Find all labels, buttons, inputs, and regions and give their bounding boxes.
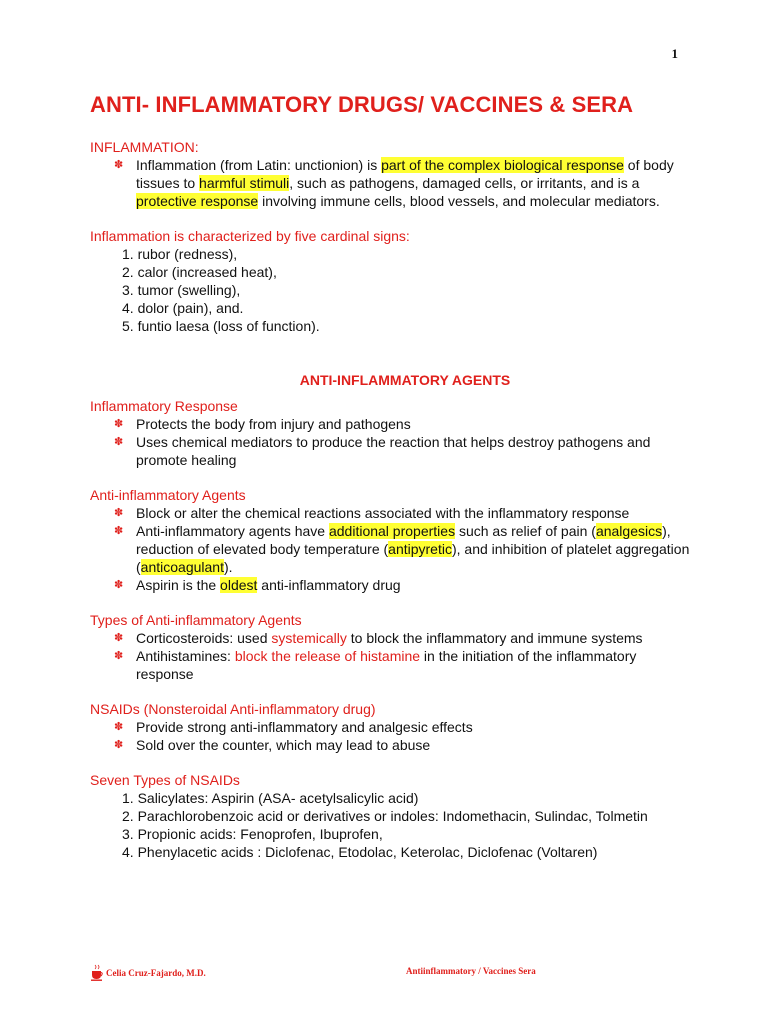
seven-types-list bbox=[90, 789, 690, 861]
asterisk-bullet-icon: ✽ bbox=[114, 721, 124, 733]
agents-section-title: ANTI-INFLAMMATORY AGENTS bbox=[299, 372, 511, 388]
page-number: 1 bbox=[671, 46, 678, 61]
list-item: ✽ Aspirin is the oldest anti-inflammatory drug bbox=[114, 577, 401, 593]
nsaids-heading: NSAIDs (Nonsteroidal Anti-inflammatory drug) bbox=[90, 701, 376, 717]
list-item: 4. Phenylacetic acids : Diclofenac, Etodolac, Keterolac, Diclofenac (Voltaren) bbox=[122, 844, 598, 860]
list-item: ✽ Block or alter the chemical reactions associated with the inflammatory response bbox=[114, 505, 630, 521]
text-segment: involving immune cells, blood vessels, and molecular mediators. bbox=[258, 193, 660, 209]
nsaids-list bbox=[90, 718, 690, 754]
asterisk-bullet-icon: ✽ bbox=[114, 418, 124, 430]
inflammation-heading: INFLAMMATION: bbox=[90, 139, 199, 155]
text-segment: , such as pathogens, damaged cells, or irritants, and is a bbox=[289, 175, 640, 191]
list-item: ✽ Antihistamines: block the release of histamine in the initiation of the inflammatory response bbox=[114, 648, 637, 682]
list-item: ✽ Uses chemical mediators to produce the reaction that helps destroy pathogens and promote healing bbox=[114, 434, 651, 468]
asterisk-bullet-icon: ✽ bbox=[114, 507, 124, 519]
footer-topic: Antiinflammatory / Vaccines Sera bbox=[406, 966, 536, 976]
footer-author-block bbox=[90, 964, 206, 982]
asterisk-bullet-icon: ✽ bbox=[114, 159, 124, 171]
text-segment: ), and inhibition of platelet aggregation ( bbox=[136, 541, 690, 575]
list-item: 3. tumor (swelling), bbox=[122, 282, 241, 298]
asterisk-bullet-icon: ✽ bbox=[114, 650, 124, 662]
list-item: 3. Propionic acids: Fenoprofen, Ibuprofen, bbox=[122, 826, 383, 842]
asterisk-bullet-icon: ✽ bbox=[114, 525, 124, 537]
highlighted-text: additional properties bbox=[328, 523, 456, 539]
inflammatory-response-heading: Inflammatory Response bbox=[90, 398, 238, 414]
inflammation-list bbox=[90, 156, 690, 210]
document-title: ANTI- INFLAMMATORY DRUGS/ VACCINES & SERA bbox=[90, 92, 634, 117]
text-segment: ). bbox=[223, 559, 233, 575]
document-body bbox=[90, 138, 690, 861]
inflammation-definition bbox=[136, 157, 674, 209]
asterisk-bullet-icon: ✽ bbox=[114, 436, 124, 448]
highlighted-text: anticoagulant bbox=[140, 559, 224, 575]
text-segment: Inflammation (from Latin: unctionion) is bbox=[136, 157, 382, 173]
highlighted-text: protective response bbox=[136, 193, 259, 209]
asterisk-bullet-icon: ✽ bbox=[114, 579, 124, 591]
footer-author: Celia Cruz-Fajardo, M.D. bbox=[106, 968, 206, 978]
list-item: ✽ Protects the body from injury and pathogens bbox=[114, 416, 411, 432]
highlighted-text: part of the complex biological response bbox=[381, 157, 624, 173]
text-segment: such as relief of pain ( bbox=[455, 523, 596, 539]
list-item: 1. Salicylates: Aspirin (ASA- acetylsalicylic acid) bbox=[122, 790, 419, 806]
seven-types-heading: Seven Types of NSAIDs bbox=[90, 772, 240, 788]
asterisk-bullet-icon: ✽ bbox=[114, 632, 124, 644]
cardinal-signs-list bbox=[90, 245, 690, 335]
inflammatory-response-list bbox=[90, 415, 690, 469]
text-segment: Anti-inflammatory agents have bbox=[136, 523, 329, 539]
list-item: 5. funtio laesa (loss of function). bbox=[122, 318, 320, 334]
list-item: 4. dolor (pain), and. bbox=[122, 300, 244, 316]
text-segment: ), reduction of elevated body temperature ( bbox=[136, 523, 671, 557]
highlighted-text: analgesics bbox=[595, 523, 663, 539]
list-item: 2. Parachlorobenzoic acid or derivatives or indoles: Indomethacin, Sulindac, Tolmetin bbox=[122, 808, 648, 824]
highlighted-text: antipyretic bbox=[388, 541, 452, 557]
list-item: ✽ Sold over the counter, which may lead to abuse bbox=[114, 737, 431, 753]
asterisk-bullet-icon: ✽ bbox=[114, 739, 124, 751]
anti-inflammatory-agents-list bbox=[90, 504, 690, 594]
highlighted-text: harmful stimuli bbox=[199, 175, 290, 191]
types-heading: Types of Anti-inflammatory Agents bbox=[90, 612, 302, 628]
list-item bbox=[114, 156, 690, 210]
list-item: 1. rubor (redness), bbox=[122, 246, 238, 262]
list-item: ✽ Corticosteroids: used systemically to block the inflammatory and immune systems bbox=[114, 630, 643, 646]
list-item: ✽ Provide strong anti-inflammatory and analgesic effects bbox=[114, 719, 473, 735]
list-item: 2. calor (increased heat), bbox=[122, 264, 277, 280]
cardinal-signs-heading: Inflammation is characterized by five cardinal signs: bbox=[90, 228, 410, 244]
types-list bbox=[90, 629, 690, 683]
list-item bbox=[114, 522, 690, 576]
coffee-cup-icon bbox=[90, 964, 104, 982]
text-segment: of body tissues to bbox=[136, 157, 674, 191]
anti-inflammatory-agents-heading: Anti-inflammatory Agents bbox=[90, 487, 246, 503]
